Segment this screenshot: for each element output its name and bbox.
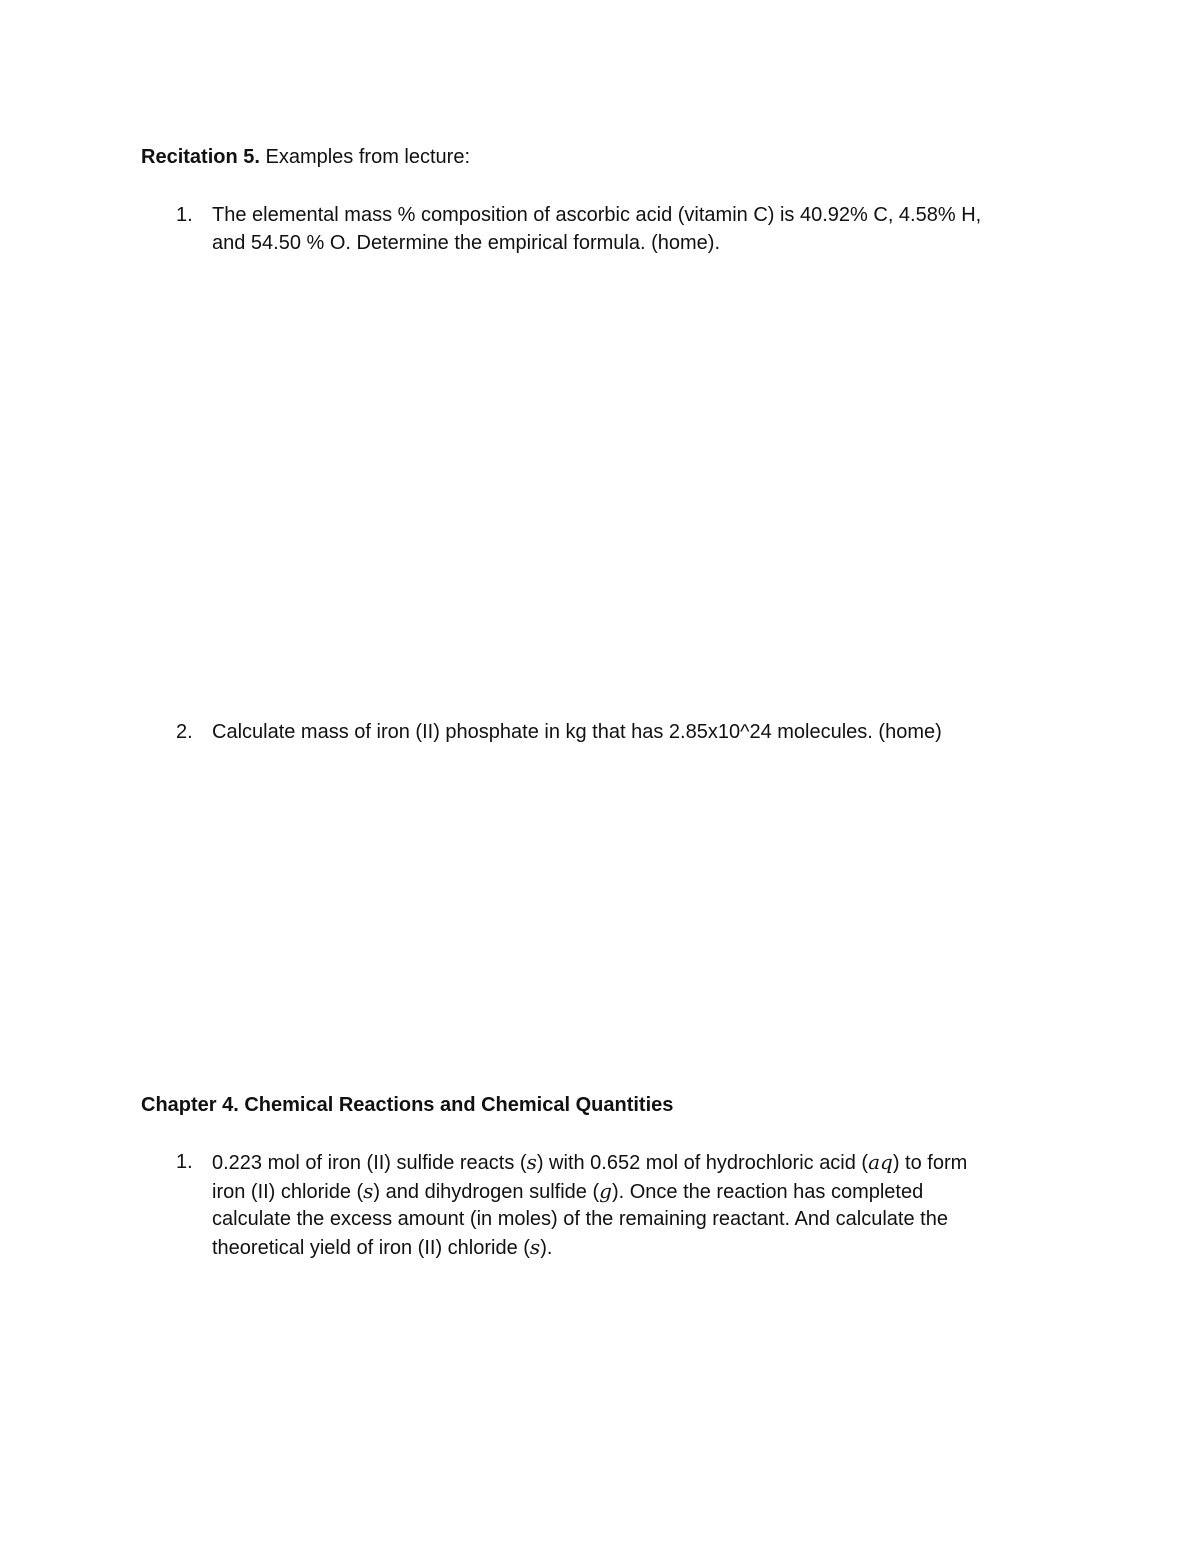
text-segment: 0.223 mol of iron (II) sulfide reacts ( [212,1152,527,1174]
state-symbol: s [526,1150,537,1174]
text-segment: ) and dihydrogen sulfide ( [373,1181,600,1203]
text-segment: ) with 0.652 mol of hydrochloric acid ( [536,1152,869,1174]
problem-number: 1. [176,1151,193,1173]
section-heading-chapter4: Chapter 4. Chemical Reactions and Chemical Quantities [141,1094,674,1116]
problem-text-line: Calculate mass of iron (II) phosphate in kg that has 2.85x10^24 molecules. (home) [212,721,942,743]
text-segment: ). [540,1237,553,1259]
text-segment: ). Once the reaction has completed [611,1181,924,1203]
text-segment: theoretical yield of iron (II) chloride ( [212,1237,530,1259]
state-symbol: g [599,1179,612,1203]
heading-subtitle: Examples from lecture: [265,146,470,168]
text-segment: ) to form [892,1152,968,1174]
problem-text-line [212,1148,967,1177]
problem-text-line: calculate the excess amount (in moles) of the remaining reactant. And calculate the [212,1208,948,1230]
problem-text-line [212,1177,923,1206]
state-symbol: s [529,1235,541,1259]
problem-number: 2. [176,721,193,743]
heading-bold-label: Recitation 5. [141,146,260,168]
problem-text-line [212,1233,552,1262]
text-segment: iron (II) chloride ( [212,1181,364,1203]
problem-text-line: The elemental mass % composition of ascorbic acid (vitamin C) is 40.92% C, 4.58% H, [212,204,982,226]
state-symbol: s [363,1179,374,1203]
problem-text-line: and 54.50 % O. Determine the empirical formula. (home). [212,232,720,254]
problem-number: 1. [176,204,193,226]
section-heading-recitation [141,143,470,171]
state-symbol: aq [868,1150,893,1174]
